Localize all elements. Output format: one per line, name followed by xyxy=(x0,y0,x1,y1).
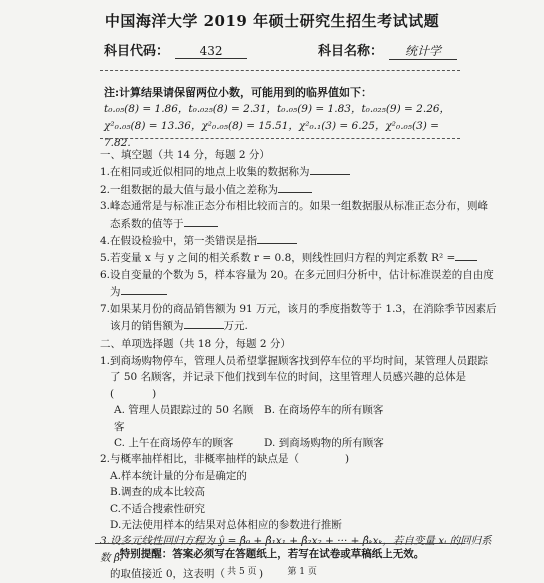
fill-question-6-cont: 为 xyxy=(100,283,500,300)
option-a: A.样本统计量的分布是确定的 xyxy=(110,469,247,482)
answer-blank xyxy=(257,232,297,244)
note-heading: 注:计算结果请保留两位小数，可能用到的临界值如下： xyxy=(104,86,373,99)
divider-top xyxy=(100,70,460,71)
subject-name-label: 科目名称： xyxy=(318,44,384,59)
option-d: D. 到商场购物的所有顾客 xyxy=(264,436,384,449)
subject-name xyxy=(318,40,457,60)
subject-name-value: 统计学 xyxy=(389,42,457,60)
fill-question-1: 1.在相同或近似相同的地点上收集的数据称为 xyxy=(100,163,500,180)
page-footer xyxy=(0,564,544,577)
subject-code-value: 432 xyxy=(175,44,247,59)
fill-question-2: 2.一组数据的最大值与最小值之差称为 xyxy=(100,181,500,198)
choice-question-1-options xyxy=(100,402,500,451)
option-b: B. 在商场停车的所有顾客 xyxy=(264,404,384,417)
divider-bottom xyxy=(95,543,465,544)
answer-blank xyxy=(121,283,167,295)
choice-question-1: 1.到商场购物停车，管理人员希望掌握顾客找到停车位的平均时间，某管理人员跟踪 xyxy=(100,354,489,367)
choice-question-1-cont: 了 50 名顾客，并记录下他们找到车位的时间，这里管理人员感兴趣的总体是( ) xyxy=(110,371,467,400)
choice-question-2: 2.与概率抽样相比，非概率抽样的缺点是（ ) xyxy=(100,453,350,466)
critical-values-note xyxy=(104,84,464,152)
option-b: B.调查的成本比较高 xyxy=(110,486,206,499)
answer-reminder: 特别提醒：答案必须写在答题纸上，若写在试卷或草稿纸上无效。 xyxy=(119,548,425,560)
subject-code-label: 科目代码： xyxy=(104,44,170,59)
question-body xyxy=(100,145,500,583)
exam-title: 中国海洋大学 2019 年硕士研究生招生考试试题 xyxy=(104,12,440,30)
option-c: C.不适合搜索性研究 xyxy=(110,502,205,515)
divider-note xyxy=(100,138,460,139)
answer-blank xyxy=(184,317,224,329)
total-pages: 共 5 页 xyxy=(227,567,257,577)
answer-blank xyxy=(310,163,350,175)
fill-question-3: 3.峰态通常是与标准正态分布相比较而言的。如果一组数据服从标准正态分布，则峰 xyxy=(100,200,489,213)
option-c: C. 上午在商场停车的顾客 xyxy=(114,436,234,449)
subject-code xyxy=(104,40,247,59)
answer-blank xyxy=(455,249,477,261)
option-d: D.无法使用样本的结果对总体相应的参数进行推断 xyxy=(110,518,342,531)
choice-question-3-cont: 的取值接近 0，这表明（ ) xyxy=(110,568,264,581)
note-chi-values: χ²₀.₀₅(8) = 13.36，χ²₀.₀₅(8) = 15.51，χ²₀.₁(3) = 6.25，χ²₀.₀₅(3) = 7.82. xyxy=(104,120,439,149)
option-a: A. 管理人员跟踪过的 50 名顾客 xyxy=(114,404,254,433)
section2-heading: 二、单项选择题（共 18 分，每题 2 分） xyxy=(100,338,291,351)
answer-blank xyxy=(184,215,218,227)
fill-question-7: 7.如果某月份的商品销售额为 91 万元，该月的季度指数等于 1.3，在消除季节因素后 xyxy=(100,302,497,315)
page-number: 第 1 页 xyxy=(287,567,317,577)
fill-question-6: 6.设自变量的个数为 5，样本容量为 20。在多元回归分析中，估计标准误差的自由度 xyxy=(100,268,494,281)
section1-heading: 一、填空题（共 14 分，每题 2 分） xyxy=(100,149,270,161)
note-t-values: t₀.₀₅(8) = 1.86，t₀.₀₂₅(8) = 2.31，t₀.₀₅(9) = 1.83，t₀.₀₂₅(9) = 2.26， xyxy=(104,103,451,115)
choice-question-2-options xyxy=(100,468,500,534)
fill-question-5: 5.若变量 x 与 y 之间的相关系数 r = 0.8，则线性回归方程的判定系数 R² = xyxy=(100,249,500,266)
choice-question-3: 3.设多元线性回归方程为 ŷ = β̂₀ + β̂₁x₁ + β̂₂x₂ + ··· + β̂ₖxₖ，若自变量 xᵢ 的回归系数 β̂ᵢ xyxy=(100,535,492,564)
fill-question-3-cont: 态系数的值等于 xyxy=(100,215,500,232)
fill-question-4: 4.在假设检验中，第一类错误是指 xyxy=(100,232,500,249)
answer-blank xyxy=(278,181,312,193)
fill-question-7-cont: 该月的销售额为 万元. xyxy=(100,317,500,334)
